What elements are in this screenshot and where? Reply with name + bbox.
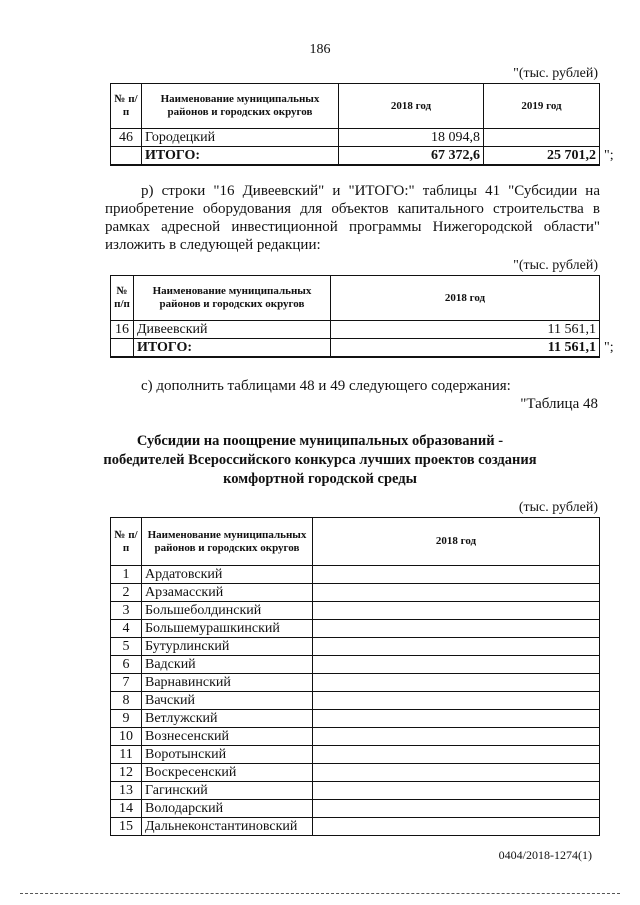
row-name: Гагинский xyxy=(142,782,313,800)
row-num: 3 xyxy=(111,602,142,620)
row-name: Воротынский xyxy=(142,746,313,764)
row-2018: 18 094,8 xyxy=(339,129,484,147)
row-num: 7 xyxy=(111,674,142,692)
row-num: 15 xyxy=(111,818,142,836)
table2-tail: "; xyxy=(604,340,614,355)
row-num: 8 xyxy=(111,692,142,710)
table-row xyxy=(111,800,600,818)
row-num: 4 xyxy=(111,620,142,638)
table2 xyxy=(110,275,600,358)
table-row xyxy=(111,602,600,620)
row-name: Дальнеконстантиновский xyxy=(142,818,313,836)
header-2018: 2018 год xyxy=(331,276,600,321)
table-row xyxy=(111,620,600,638)
row-2018 xyxy=(313,638,600,656)
table-row xyxy=(111,321,600,339)
row-num: 13 xyxy=(111,782,142,800)
row-2018 xyxy=(313,566,600,584)
row-name: Арзамасский xyxy=(142,584,313,602)
table1 xyxy=(110,83,600,166)
table-row xyxy=(111,584,600,602)
paragraph-r: р) строки "16 Дивеевский" и "ИТОГО:" таблицы 41 "Субсидии на приобретение оборудования для объектов капитального строительства в рамках адресной инвестиционной программы Нижегородской области" изложить в следующей редакции: xyxy=(105,183,600,253)
table1-tail: "; xyxy=(604,148,614,163)
header-2018: 2018 год xyxy=(313,518,600,566)
document-code: 0404/2018-1274(1) xyxy=(498,848,592,862)
total-2019: 25 701,2 xyxy=(484,147,600,166)
table-row xyxy=(111,674,600,692)
table-label: "Таблица 48 xyxy=(520,396,598,412)
row-2018 xyxy=(313,710,600,728)
row-2018 xyxy=(313,782,600,800)
row-name: Вадский xyxy=(142,656,313,674)
total-row xyxy=(111,147,600,166)
row-2018 xyxy=(313,746,600,764)
total-row xyxy=(111,339,600,358)
table-row xyxy=(111,656,600,674)
total-2018: 67 372,6 xyxy=(339,147,484,166)
row-2019 xyxy=(484,129,600,147)
table2-unit: "(тыс. рублей) xyxy=(513,258,598,273)
header-name: Наименование муниципальных районов и городских округов xyxy=(142,84,339,129)
paragraph-s: с) дополнить таблицами 48 и 49 следующего содержания: xyxy=(141,378,511,394)
row-num: 9 xyxy=(111,710,142,728)
row-2018 xyxy=(313,764,600,782)
row-num: 16 xyxy=(111,321,134,339)
section-title: Субсидии на поощрение муниципальных образований - победителей Всероссийского конкурса лучших проектов создания комфортной городской среды xyxy=(103,433,537,487)
row-2018: 11 561,1 xyxy=(331,321,600,339)
row-2018 xyxy=(313,620,600,638)
row-name: Воскресенский xyxy=(142,764,313,782)
row-num: 46 xyxy=(111,129,142,147)
row-name: Ардатовский xyxy=(142,566,313,584)
bottom-scan-line xyxy=(20,893,620,896)
table3 xyxy=(110,517,600,836)
header-num: № п/п xyxy=(111,84,142,129)
row-num: 1 xyxy=(111,566,142,584)
row-2018 xyxy=(313,674,600,692)
total-label: ИТОГО: xyxy=(142,147,339,166)
table-row xyxy=(111,638,600,656)
row-num: 11 xyxy=(111,746,142,764)
page-number: 186 xyxy=(309,42,331,57)
total-label: ИТОГО: xyxy=(134,339,331,358)
header-num: № п/п xyxy=(111,276,134,321)
row-2018 xyxy=(313,728,600,746)
total-2018: 11 561,1 xyxy=(331,339,600,358)
table-row xyxy=(111,746,600,764)
row-name: Городецкий xyxy=(142,129,339,147)
row-name: Варнавинский xyxy=(142,674,313,692)
table-row xyxy=(111,818,600,836)
header-2019: 2019 год xyxy=(484,84,600,129)
row-2018 xyxy=(313,692,600,710)
table-row xyxy=(111,566,600,584)
table-row xyxy=(111,782,600,800)
table-row xyxy=(111,692,600,710)
row-name: Большемурашкинский xyxy=(142,620,313,638)
row-num: 2 xyxy=(111,584,142,602)
table1-unit: "(тыс. рублей) xyxy=(513,66,598,81)
row-name: Вознесенский xyxy=(142,728,313,746)
header-name: Наименование муниципальных районов и городских округов xyxy=(134,276,331,321)
row-num: 6 xyxy=(111,656,142,674)
row-2018 xyxy=(313,818,600,836)
row-num: 5 xyxy=(111,638,142,656)
table-row xyxy=(111,728,600,746)
row-2018 xyxy=(313,656,600,674)
row-2018 xyxy=(313,800,600,818)
row-2018 xyxy=(313,584,600,602)
row-name: Бутурлинский xyxy=(142,638,313,656)
row-name: Большеболдинский xyxy=(142,602,313,620)
row-name: Вачский xyxy=(142,692,313,710)
row-num: 14 xyxy=(111,800,142,818)
row-name: Ветлужский xyxy=(142,710,313,728)
row-num: 10 xyxy=(111,728,142,746)
header-name: Наименование муниципальных районов и городских округов xyxy=(142,518,313,566)
row-2018 xyxy=(313,602,600,620)
table3-unit: (тыс. рублей) xyxy=(518,500,598,515)
row-num: 12 xyxy=(111,764,142,782)
table-row xyxy=(111,764,600,782)
row-name: Дивеевский xyxy=(134,321,331,339)
header-2018: 2018 год xyxy=(339,84,484,129)
table-row xyxy=(111,710,600,728)
row-name: Володарский xyxy=(142,800,313,818)
table-row xyxy=(111,129,600,147)
header-num: № п/п xyxy=(111,518,142,566)
